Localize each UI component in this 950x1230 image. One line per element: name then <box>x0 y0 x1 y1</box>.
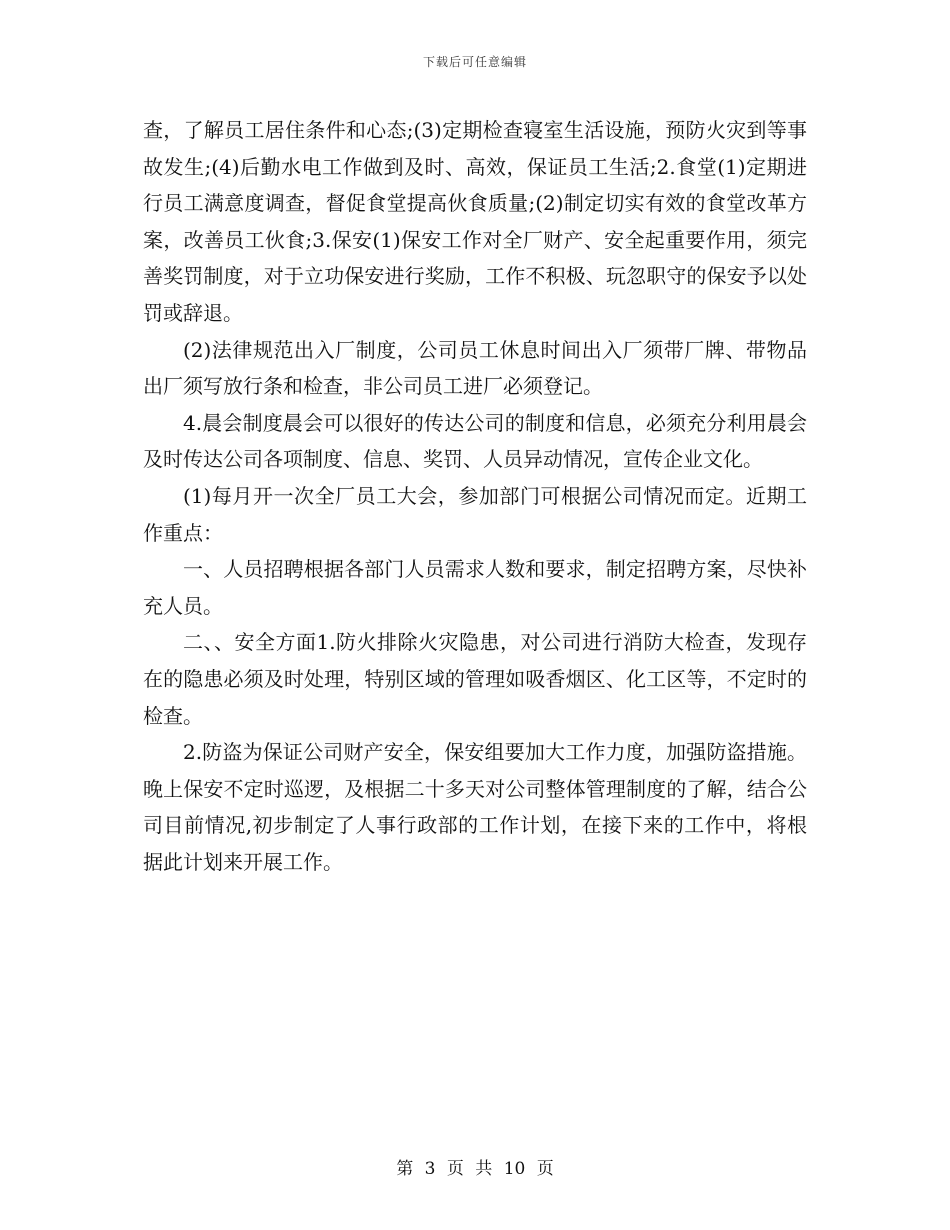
paragraph-7: 2.防盗为保证公司财产安全，保安组要加大工作力度，加强防盗措施。晚上保安不定时巡逻，及根据二十多天对公司整体管理制度的了解，结合公司目前情况,初步制定了人事行政部的工作计划，在接下来的工作中，将根据此计划来开展工作。 <box>143 740 807 874</box>
paragraph-6: 二、、安全方面1.防火排除火灾隐患，对公司进行消防大检查，发现存在的隐患必须及时处理，特别区域的管理如吸香烟区、化工区等，不定时的检查。 <box>143 630 807 728</box>
paragraph-5: 一、人员招聘根据各部门人员需求人数和要求，制定招聘方案，尽快补充人员。 <box>143 557 807 618</box>
paragraph-3: 4.晨会制度晨会可以很好的传达公司的制度和信息，必须充分利用晨会及时传达公司各项制度、信息、奖罚、人员异动情况，宣传企业文化。 <box>143 410 807 472</box>
paragraph-4: (1)每月开一次全厂员工大会，参加部门可根据公司情况而定。近期工作重点： <box>143 483 807 545</box>
paragraph-1: 查，了解员工居住条件和心态;(3)定期检查寝室生活设施，预防火灾到等事故发生;(4)后勤水电工作做到及时、高效，保证员工生活;2.食堂(1)定期进行员工满意度调查，督促食堂提高伙食质量;(2)制定切实有效的食堂改革方案，改善员工伙食;3.保安(1)保安工作对全厂财产、安全起重要作用，须完善奖罚制度，对于立功保安进行奖励，工作不积极、玩忽职守的保安予以处罚或辞退。 <box>143 118 807 325</box>
page-number-footer: 第 3 页 共 10 页 <box>396 1159 554 1179</box>
paragraph-2: (2)法律规范出入厂制度，公司员工休息时间出入厂须带厂牌、带物品出厂须写放行条和检查，非公司员工进厂必须登记。 <box>143 337 807 399</box>
page-header: 下载后可任意编辑 <box>422 55 527 69</box>
document-body <box>143 112 807 880</box>
